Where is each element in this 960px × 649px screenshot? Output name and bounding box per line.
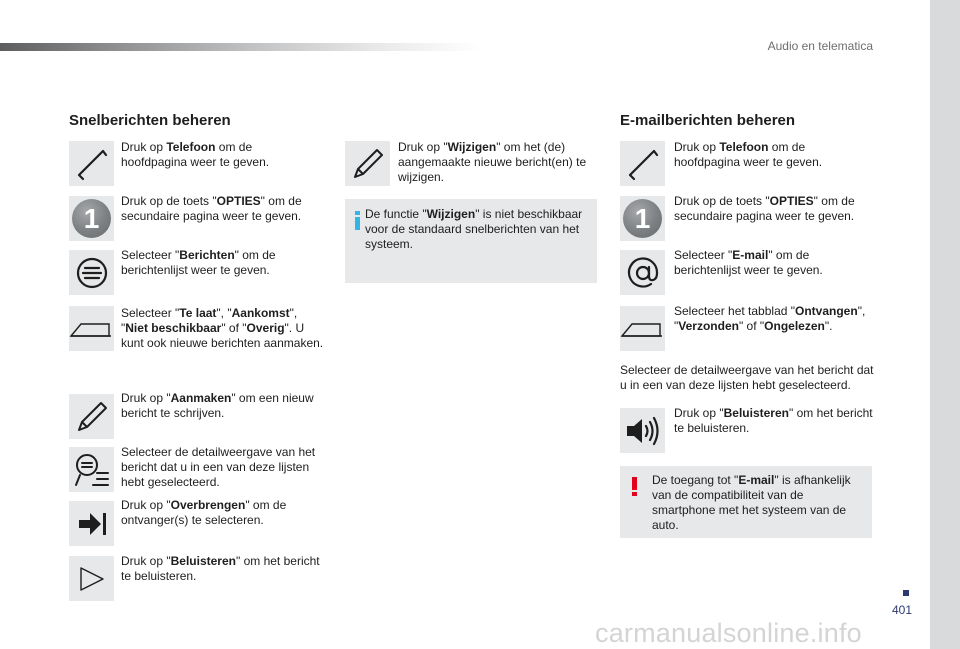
number-1-badge: 1 (620, 196, 665, 241)
number-1-badge: 1 (69, 196, 114, 241)
info-note-text: De functie "Wijzigen" is niet beschikbaar voor de standaard snelberichten van het systeem. (365, 207, 583, 251)
pencil-icon (69, 394, 114, 439)
step-text: Druk op "Wijzigen" om het (de) aangemaakte nieuwe bericht(en) te wijzigen. (398, 140, 587, 184)
play-icon (69, 556, 114, 601)
watermark: carmanualsonline.info (595, 618, 862, 648)
step-text: Druk op "Overbrengen" om de ontvanger(s) te selecteren. (121, 498, 287, 527)
forward-icon (69, 501, 114, 546)
page-marker (903, 590, 909, 596)
section-title-e-mailberichten: E-mailberichten beheren (620, 112, 796, 129)
phone-icon (620, 141, 665, 186)
step-text: Selecteer "Te laat", "Aankomst", "Niet beschikbaar" of "Overig". U kunt ook nieuwe berichten aanmaken. (121, 306, 324, 350)
detail-view-text: Selecteer de detailweergave van het bericht dat u in een van deze lijsten hebt geselecteerd. (620, 363, 874, 392)
header-bar (0, 43, 480, 51)
step-text: Druk op Telefoon om de hoofdpagina weer te geven. (121, 140, 270, 169)
step-text: Selecteer de detailweergave van het bericht dat u in een van deze lijsten hebt geselecteerd. (121, 445, 316, 489)
page-header-title: Audio en telematica (767, 39, 873, 53)
step-text: Druk op de toets "OPTIES" om de secundaire pagina weer te geven. (121, 194, 302, 223)
step-text: Druk op "Aanmaken" om een nieuw bericht te schrijven. (121, 391, 314, 420)
pencil-icon (345, 141, 390, 186)
step-text: Druk op de toets "OPTIES" om de secundaire pagina weer te geven. (674, 194, 855, 223)
message-list-icon (69, 250, 114, 295)
detail-view-icon (69, 447, 114, 492)
step-text: Druk op "Beluisteren" om het bericht te beluisteren. (121, 554, 320, 583)
warning-icon (632, 477, 637, 496)
step-text: Selecteer "E-mail" om de berichtenlijst weer te geven. (674, 248, 823, 277)
phone-icon (69, 141, 114, 186)
step-text: Druk op "Beluisteren" om het bericht te beluisteren. (674, 406, 873, 435)
tab-icon (69, 306, 114, 351)
step-text: Selecteer het tabblad "Ontvangen", "Verzonden" of "Ongelezen". (674, 304, 866, 333)
speaker-icon (620, 408, 665, 453)
step-text: Selecteer "Berichten" om de berichtenlijst weer te geven. (121, 248, 276, 277)
section-title-snelberichten: Snelberichten beheren (69, 112, 231, 129)
info-icon (355, 211, 360, 230)
step-text: Druk op Telefoon om de hoofdpagina weer te geven. (674, 140, 823, 169)
tab-icon (620, 306, 665, 351)
at-sign-icon (620, 250, 665, 295)
side-strip (930, 0, 960, 649)
warning-note-text: De toegang tot "E-mail" is afhankelijk van de compatibiliteit van de smartphone met het systeem van de auto. (652, 473, 851, 532)
page-number: 401 (891, 603, 913, 617)
